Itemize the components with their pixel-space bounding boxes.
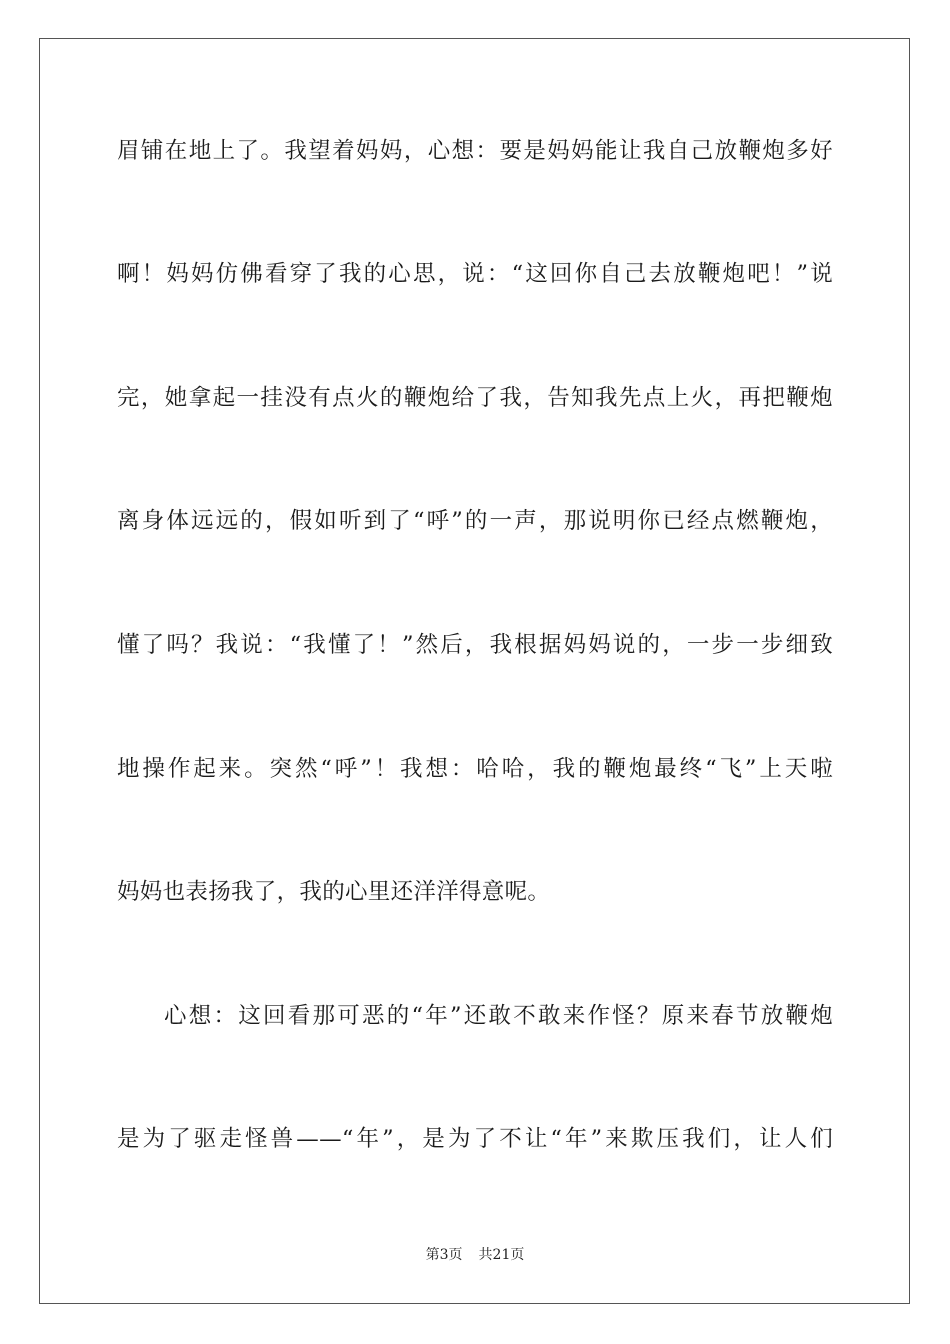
text-line-4: 离身体远远的，假如听到了“呼”的一声，那说明你已经点燃鞭炮， — [117, 508, 833, 534]
text-line-2: 啊！妈妈仿佛看穿了我的心思，说：“这回你自己去放鞭炮吧！”说 — [117, 261, 833, 287]
page-number: 第3页 — [425, 1247, 463, 1263]
page-total: 共21页 — [478, 1247, 525, 1263]
document-body — [117, 0, 833, 1260]
text-line-6: 地操作起来。突然“呼”！我想：哈哈，我的鞭炮最终“飞”上天啦 — [117, 756, 833, 782]
text-line-9: 是为了驱走怪兽——“年”，是为了不让“年”来欺压我们，让人们 — [117, 1126, 833, 1152]
text-line-1: 眉铺在地上了。我望着妈妈，心想：要是妈妈能让我自己放鞭炮多好 — [117, 138, 833, 164]
text-line-5: 懂了吗？我说：“我懂了！”然后，我根据妈妈说的，一步一步细致 — [117, 632, 833, 658]
text-line-8: 心想：这回看那可恶的“年”还敢不敢来作怪？原来春节放鞭炮 — [164, 1003, 833, 1029]
text-line-7: 妈妈也表扬我了，我的心里还洋洋得意呢。 — [117, 879, 551, 905]
page-footer — [0, 1246, 950, 1264]
text-line-3: 完，她拿起一挂没有点火的鞭炮给了我，告知我先点上火，再把鞭炮 — [117, 385, 833, 411]
